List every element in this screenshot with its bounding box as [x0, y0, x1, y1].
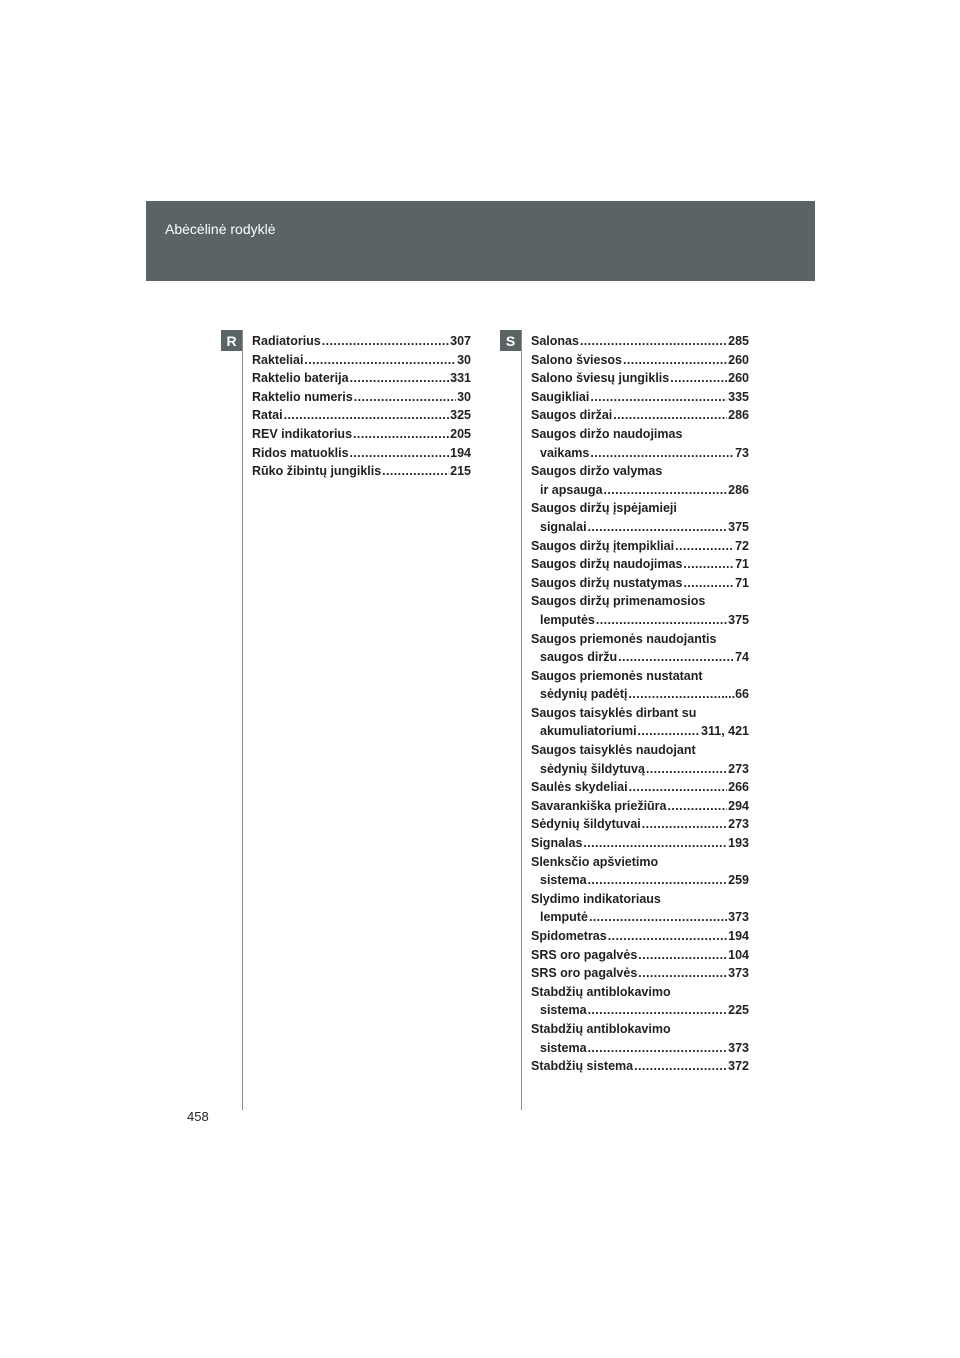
index-entry-term: sėdynių šildytuvą: [540, 761, 645, 776]
index-entry-term: Saugos diržų įspėjamieji: [531, 501, 677, 516]
index-entry-term: Rūko žibintų jungiklis: [252, 464, 382, 479]
index-entry: [252, 332, 471, 351]
index-entry-page: 259: [728, 873, 749, 888]
index-entry-page: 285: [728, 334, 749, 348]
index-entry: [252, 388, 471, 407]
index-entry-page: 194: [728, 929, 749, 943]
index-entry-page: 273: [728, 817, 749, 832]
dot-leader: [580, 332, 727, 351]
dot-leader: [322, 332, 449, 351]
index-entry-term: Ridos matuoklis: [252, 445, 349, 460]
index-entry-page: 375: [728, 612, 749, 627]
index-entry-line: [531, 815, 749, 834]
dot-leader: [634, 1057, 727, 1076]
index-entry: [531, 853, 749, 890]
index-entry-page: 72: [735, 538, 749, 553]
index-entry: [531, 388, 749, 407]
index-entry-line: [531, 834, 749, 853]
index-entry-line: [531, 704, 749, 723]
index-entry-page: 205: [450, 426, 471, 441]
dot-leader: [638, 722, 700, 741]
index-entry-line: [531, 778, 749, 797]
index-entry-page: 193: [728, 836, 749, 851]
index-entry-line: [252, 462, 471, 481]
index-entry: [531, 630, 749, 667]
index-entry-term: signalai: [540, 519, 587, 534]
index-entry: [531, 406, 749, 425]
dot-leader: [675, 537, 734, 556]
index-column-s: [531, 332, 749, 1076]
index-entry-term: Saugos taisyklės dirbant su: [531, 705, 697, 720]
index-entry: [531, 797, 749, 816]
index-entry-page: 331: [450, 371, 471, 386]
index-entry: [531, 425, 749, 462]
index-entry-term: Stabdžių antiblokavimo: [531, 984, 671, 999]
index-entry-term: akumuliatoriumi: [540, 724, 637, 739]
index-entry-line: [531, 667, 749, 686]
index-entry: [252, 351, 471, 370]
index-entry-line: [531, 555, 749, 574]
dot-leader: [583, 834, 727, 853]
index-entry: [531, 704, 749, 741]
index-entry: [531, 741, 749, 778]
dot-leader: [638, 946, 727, 965]
index-entry-term: Salono šviesų jungiklis: [531, 371, 670, 386]
index-entry: [531, 462, 749, 499]
index-entry-page: 286: [728, 408, 749, 423]
index-entry-page: 307: [450, 334, 471, 348]
dot-leader: [588, 871, 728, 890]
index-entry-line: [531, 462, 749, 481]
index-entry-term: SRS oro pagalvės: [531, 966, 638, 981]
index-entry-term: Raktelio baterija: [252, 371, 349, 386]
index-entry-term: lemputės: [540, 612, 595, 627]
index-entry-term: Saulės skydeliai: [531, 780, 628, 795]
dot-leader: [590, 444, 734, 463]
index-entry-line: [252, 332, 471, 351]
index-entry-page: 294: [728, 798, 749, 813]
index-entry-page: 286: [728, 482, 749, 497]
index-entry-term: sėdynių padėtį: [540, 687, 628, 702]
page-number: 458: [187, 1109, 209, 1124]
dot-leader: [683, 555, 734, 574]
index-entry: [531, 778, 749, 797]
dot-leader: [588, 518, 728, 537]
index-entry-page: 273: [728, 761, 749, 776]
index-entry-term: Sėdynių šildytuvai: [531, 817, 641, 832]
index-entry-line: [531, 927, 749, 946]
dot-leader: [590, 388, 727, 407]
index-entry-term: Saugikliai: [531, 389, 590, 404]
index-entry-line: [531, 444, 749, 463]
section-letter-s: S: [500, 330, 521, 351]
index-entry-page: 71: [735, 575, 749, 590]
index-entry-term: Saugos priemonės nustatant: [531, 668, 703, 683]
index-entry-line: [252, 444, 471, 463]
index-entry-page: 375: [728, 519, 749, 534]
index-entry-line: [531, 388, 749, 407]
index-entry-term: lemputė: [540, 910, 588, 925]
dot-leader: [642, 815, 727, 834]
index-entry-page: 30: [457, 389, 471, 404]
dot-leader: [589, 908, 727, 927]
dot-leader: [629, 685, 721, 704]
index-entry: [531, 964, 749, 983]
index-entry-term: Stabdžių sistema: [531, 1059, 634, 1074]
index-entry-page: 335: [728, 389, 749, 404]
index-entry-page: 311, 421: [701, 724, 749, 739]
index-entry-page: 373: [728, 910, 749, 925]
index-entry-page: 71: [735, 557, 749, 572]
index-entry: [531, 667, 749, 704]
dot-leader: [588, 1001, 728, 1020]
index-entry-line: [531, 369, 749, 388]
index-entry-page: 225: [728, 1003, 749, 1018]
dot-leader: [354, 388, 456, 407]
dot-leader: [623, 351, 727, 370]
index-entry-page: 260: [728, 371, 749, 386]
index-entry-line: [531, 946, 749, 965]
index-entry-term: Saugos diržų nustatymas: [531, 575, 683, 590]
index-entry-line: [531, 871, 749, 890]
dot-leader: [382, 462, 449, 481]
index-entry-page: ....66: [721, 687, 749, 702]
index-entry-term: Saugos diržų primenamosios: [531, 594, 706, 609]
dot-leader: [604, 481, 728, 500]
index-entry-page: 215: [450, 464, 471, 479]
index-entry-term: Saugos diržo valymas: [531, 464, 663, 479]
index-entry: [531, 499, 749, 536]
index-entry-line: [531, 351, 749, 370]
index-entry: [252, 406, 471, 425]
dot-leader: [304, 351, 456, 370]
index-entry-term: Ratai: [252, 408, 283, 423]
index-entry-term: sistema: [540, 873, 587, 888]
dot-leader: [683, 574, 734, 593]
dot-leader: [350, 444, 450, 463]
index-entry-line: [531, 406, 749, 425]
dot-leader: [588, 1039, 728, 1058]
index-entry: [531, 369, 749, 388]
index-entry-line: [531, 853, 749, 872]
index-entry-line: [252, 406, 471, 425]
index-entry-line: [531, 741, 749, 760]
dot-leader: [613, 406, 727, 425]
index-entry: [252, 369, 471, 388]
index-entry-line: [252, 369, 471, 388]
index-entry: [252, 425, 471, 444]
index-entry-term: Slenksčio apšvietimo: [531, 854, 659, 869]
index-entry-line: [531, 760, 749, 779]
index-entry-page: 266: [728, 780, 749, 795]
index-entry-line: [531, 1039, 749, 1058]
index-entry-page: 73: [735, 445, 749, 460]
index-entry-line: [252, 351, 471, 370]
index-entry-term: Saugos diržų įtempikliai: [531, 538, 675, 553]
index-column-r: [252, 332, 471, 481]
index-entry: [531, 574, 749, 593]
index-entry-line: [531, 332, 749, 351]
index-entry: [531, 555, 749, 574]
index-entry: [252, 462, 471, 481]
index-entry-term: sistema: [540, 1003, 587, 1018]
dot-leader: [353, 425, 449, 444]
index-entry-line: [531, 611, 749, 630]
section-letter-r: R: [221, 330, 242, 351]
index-entry-term: Signalas: [531, 836, 583, 851]
index-entry-term: Salono šviesos: [531, 352, 623, 367]
index-entry: [531, 890, 749, 927]
index-entry-line: [531, 425, 749, 444]
index-entry-line: [531, 890, 749, 909]
index-entry: [531, 1020, 749, 1057]
index-entry-term: Saugos taisyklės naudojant: [531, 743, 696, 758]
index-entry-line: [531, 630, 749, 649]
index-entry-term: vaikams: [540, 445, 590, 460]
index-entry-line: [531, 537, 749, 556]
index-entry-line: [252, 388, 471, 407]
index-entry-term: Rakteliai: [252, 352, 304, 367]
dot-leader: [284, 406, 450, 425]
index-entry-page: 194: [450, 445, 471, 460]
dot-leader: [629, 778, 728, 797]
index-entry-page: 104: [728, 947, 749, 962]
index-entry-line: [531, 908, 749, 927]
index-entry-line: [531, 499, 749, 518]
dot-leader: [668, 797, 728, 816]
index-entry-term: Saugos diržų naudojimas: [531, 557, 683, 572]
index-entry-line: [531, 1057, 749, 1076]
index-entry-term: REV indikatorius: [252, 426, 353, 441]
index-entry: [531, 537, 749, 556]
index-entry-page: 260: [728, 352, 749, 367]
index-entry-term: Savarankiška priežiūra: [531, 798, 667, 813]
column-divider-left: [242, 330, 243, 1110]
index-entry-line: [531, 1020, 749, 1039]
index-entry-page: 30: [457, 352, 471, 367]
dot-leader: [596, 611, 727, 630]
index-entry-page: 74: [735, 650, 749, 665]
index-entry: [531, 834, 749, 853]
index-entry-term: ir apsauga: [540, 482, 603, 497]
dot-leader: [608, 927, 727, 946]
dot-leader: [618, 648, 734, 667]
page-header: [146, 201, 815, 281]
index-entry: [252, 444, 471, 463]
index-entry-term: sistema: [540, 1040, 587, 1055]
dot-leader: [350, 369, 450, 388]
index-entry-term: saugos diržu: [540, 650, 618, 665]
index-entry-line: [531, 722, 749, 741]
index-entry-term: Salonas: [531, 334, 579, 348]
index-entry-page: 373: [728, 966, 749, 981]
index-entry-page: 372: [728, 1059, 749, 1074]
index-entry-term: Saugos diržai: [531, 408, 613, 423]
index-entry: [531, 332, 749, 351]
index-entry-page: 373: [728, 1040, 749, 1055]
index-entry-term: SRS oro pagalvės: [531, 947, 638, 962]
index-entry-line: [531, 797, 749, 816]
index-entry-line: [531, 983, 749, 1002]
index-entry-term: Stabdžių antiblokavimo: [531, 1021, 671, 1036]
index-entry: [531, 983, 749, 1020]
index-entry-term: Radiatorius: [252, 334, 321, 348]
dot-leader: [638, 964, 727, 983]
index-entry-line: [531, 518, 749, 537]
index-entry: [531, 592, 749, 629]
dot-leader: [646, 760, 727, 779]
index-entry-term: Slydimo indikatoriaus: [531, 891, 661, 906]
header-title: Abėcėlinė rodyklė: [165, 221, 276, 237]
index-entry: [531, 815, 749, 834]
index-entry-line: [531, 685, 749, 704]
dot-leader: [670, 369, 727, 388]
index-entry: [531, 351, 749, 370]
index-entry: [531, 946, 749, 965]
index-entry-term: Saugos diržo naudojimas: [531, 426, 683, 441]
column-divider-right: [521, 330, 522, 1110]
index-entry-line: [531, 648, 749, 667]
index-entry-line: [531, 592, 749, 611]
index-entry-line: [531, 481, 749, 500]
index-entry-term: Raktelio numeris: [252, 389, 353, 404]
index-entry-line: [531, 964, 749, 983]
index-entry-line: [531, 1001, 749, 1020]
index-entry-line: [531, 574, 749, 593]
index-entry-line: [252, 425, 471, 444]
index-entry-page: 325: [450, 408, 471, 423]
index-entry-term: Spidometras: [531, 929, 607, 943]
index-entry-term: Saugos priemonės naudojantis: [531, 631, 717, 646]
index-entry: [531, 1057, 749, 1076]
index-entry: [531, 927, 749, 946]
